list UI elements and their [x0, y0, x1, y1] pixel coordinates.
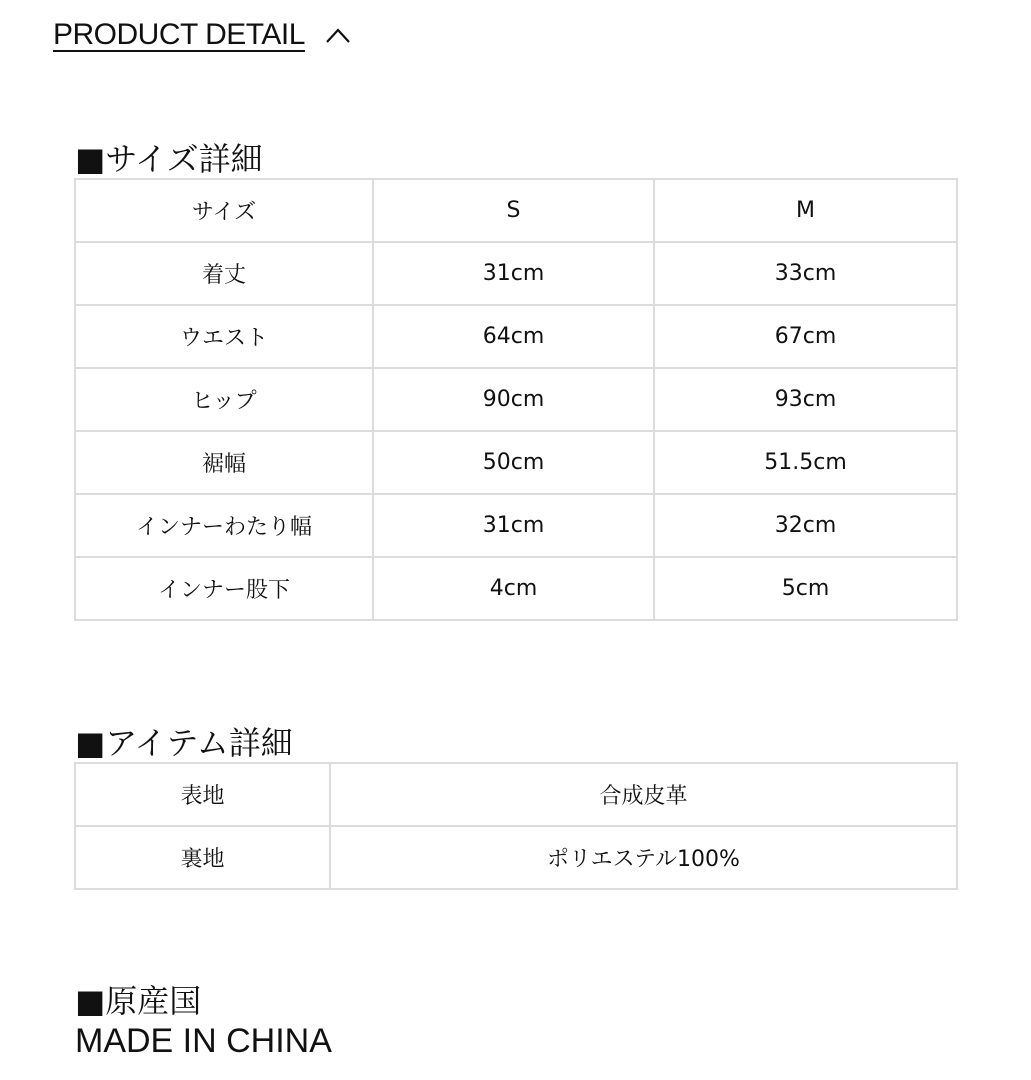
- row-label: 表地: [75, 763, 330, 826]
- size-table: [74, 178, 958, 621]
- table-header-row: [75, 179, 957, 242]
- row-label: 裏地: [75, 826, 330, 889]
- material-value: 合成皮革: [330, 763, 957, 826]
- row-label: 着丈: [75, 242, 373, 305]
- table-row: [75, 494, 957, 557]
- origin-heading: ■原産国: [75, 982, 202, 1020]
- size-m-column-header: M: [654, 179, 957, 242]
- product-detail-toggle[interactable]: [53, 18, 351, 52]
- size-m-value: 67cm: [654, 305, 957, 368]
- table-row: [75, 368, 957, 431]
- size-column-header: サイズ: [75, 179, 373, 242]
- size-s-value: 50cm: [373, 431, 654, 494]
- origin-value: MADE IN CHINA: [75, 1022, 332, 1060]
- size-m-value: 32cm: [654, 494, 957, 557]
- material-value: ポリエステル100%: [330, 826, 957, 889]
- item-table: [74, 762, 958, 890]
- size-s-value: 64cm: [373, 305, 654, 368]
- table-row: [75, 557, 957, 620]
- size-s-value: 31cm: [373, 494, 654, 557]
- size-s-value: 4cm: [373, 557, 654, 620]
- table-row: [75, 242, 957, 305]
- chevron-up-icon: [325, 26, 351, 44]
- product-detail-title: PRODUCT DETAIL: [53, 18, 305, 51]
- size-s-value: 31cm: [373, 242, 654, 305]
- table-row: [75, 826, 957, 889]
- size-detail-heading: ■サイズ詳細: [75, 140, 263, 178]
- size-m-value: 33cm: [654, 242, 957, 305]
- item-detail-heading: ■アイテム詳細: [75, 724, 293, 762]
- table-row: [75, 763, 957, 826]
- row-label: インナーわたり幅: [75, 494, 373, 557]
- size-m-value: 51.5cm: [654, 431, 957, 494]
- table-row: [75, 431, 957, 494]
- row-label: 裾幅: [75, 431, 373, 494]
- size-s-value: 90cm: [373, 368, 654, 431]
- size-m-value: 5cm: [654, 557, 957, 620]
- size-s-column-header: S: [373, 179, 654, 242]
- row-label: ヒップ: [75, 368, 373, 431]
- row-label: ウエスト: [75, 305, 373, 368]
- size-m-value: 93cm: [654, 368, 957, 431]
- row-label: インナー股下: [75, 557, 373, 620]
- table-row: [75, 305, 957, 368]
